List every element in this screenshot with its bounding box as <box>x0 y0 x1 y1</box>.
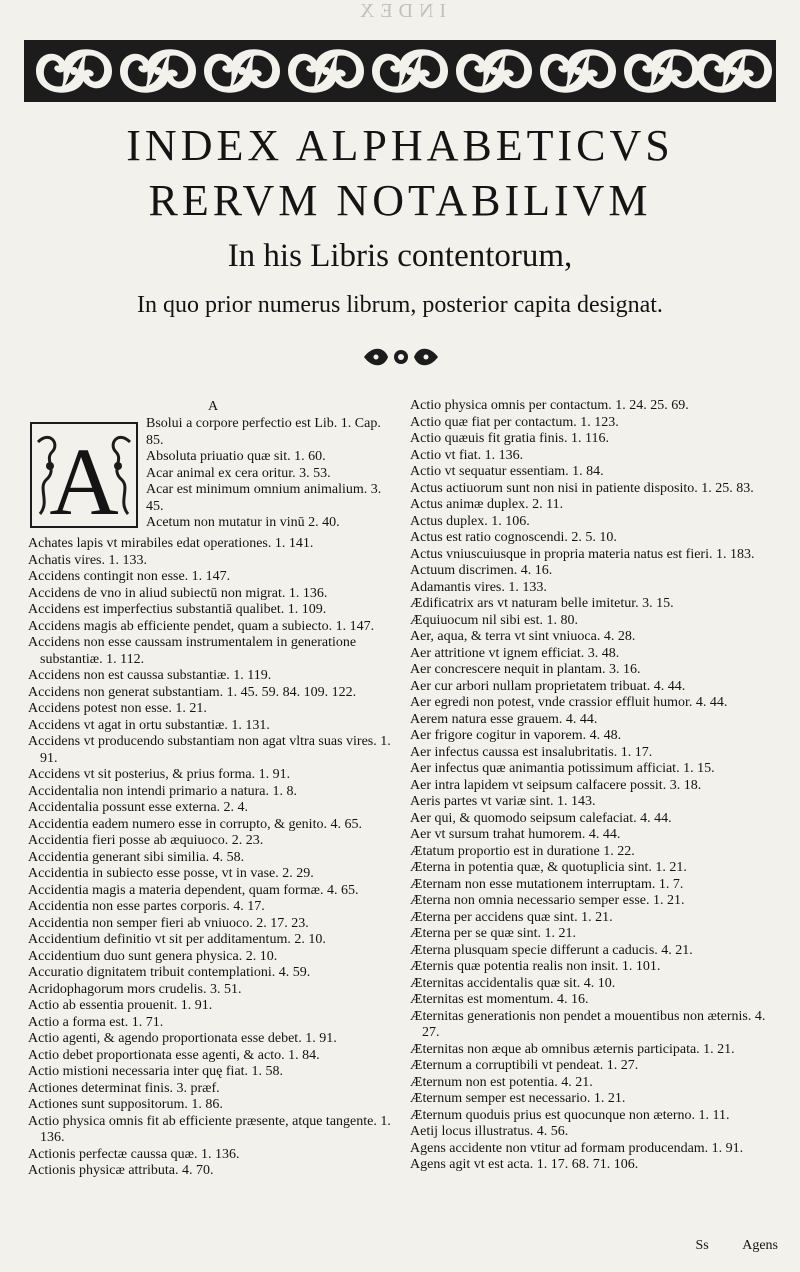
index-entry: Accidentalia possunt esse externa. 2. 4. <box>28 800 249 815</box>
index-entry: Accidens de vno in aliud subiectū non migrat. 1. 136. <box>28 585 328 601</box>
index-entry: Aer qui, & quomodo seipsum calefaciat. 4. 44. <box>410 810 672 826</box>
index-entry: Ætatum proportio est in duratione 1. 22. <box>410 843 635 859</box>
index-entry: Aer concrescere nequit in plantam. 3. 16. <box>410 662 641 677</box>
index-entry: Aer, aqua, & terra vt sint vniuoca. 4. 28. <box>410 629 636 644</box>
index-entry: Accidens non generat substantiam. 1. 45. 59. 84. 109. 122. <box>28 684 357 700</box>
index-entry: Aer vt sursum trahat humorem. 4. 44. <box>410 827 621 842</box>
fleuron-ornament-icon <box>356 344 446 370</box>
index-entry: Æterna per accidens quæ sint. 1. 21. <box>410 909 613 925</box>
index-entry: Aeris partes vt variæ sint. 1. 143. <box>410 794 596 809</box>
index-entry: Actio vt sequatur essentiam. 1. 84. <box>410 464 604 479</box>
index-entry: Accidens contingit non esse. 1. 147. <box>28 569 231 584</box>
index-entry: Æterna in potentia quæ, & quotuplicia sint. 1. 21. <box>410 860 687 875</box>
index-entry: Absoluta priuatio quæ sit. 1. 60. <box>146 449 326 464</box>
index-entry: Actio quæuis fit gratia finis. 1. 116. <box>410 431 609 446</box>
index-entry: Æternum quoduis prius est quocunque non æterno. 1. 11. <box>410 1107 730 1123</box>
dropcap-letter: A <box>49 428 119 528</box>
index-entry: Actus actiuorum sunt non nisi in patiente disposito. 1. 25. 83. <box>410 480 754 496</box>
section-letter: A <box>207 399 219 414</box>
index-entry: Æterna non omnia necessario semper esse. 1. 21. <box>410 893 685 908</box>
index-entry: Adamantis vires. 1. 133. <box>410 579 547 595</box>
index-entry: Accidentalia non intendi primario a natura. 1. 8. <box>28 783 298 799</box>
index-entry: Actio physica omnis fit ab efficiente præsente, atque tangente. 1. 136. <box>28 1113 391 1145</box>
index-entry: Accidentia magis a materia dependent, quam formæ. 4. 65. <box>28 882 359 898</box>
index-entry: Æternis quæ potentia realis non insit. 1. 101. <box>410 959 661 974</box>
index-entry: Aer frigore cogitur in vaporem. 4. 48. <box>410 728 622 743</box>
index-entry: Aer intra lapidem vt seipsum calfacere possit. 3. 18. <box>410 777 702 793</box>
index-entry: Bsolui a corpore perfectio est Lib. 1. Cap. 85. <box>146 416 381 448</box>
index-entry: Actio ab essentia prouenit. 1. 91. <box>28 998 213 1013</box>
index-entry: Accidens magis ab efficiente pendet, quam a subiecto. 1. 147. <box>28 618 375 634</box>
index-title-line-4: In quo prior numerus librum, posterior capita designat. <box>137 292 663 318</box>
index-entry: Æternitas non æque ab omnibus æternis participata. 1. 21. <box>410 1041 735 1057</box>
dropcap-entries <box>146 416 396 532</box>
index-entry: Æternum semper est necessario. 1. 21. <box>410 1091 626 1106</box>
index-entry: Accidentia generant sibi similia. 4. 58. <box>28 849 245 865</box>
index-entry: Acetum non mutatur in vinū 2. 40. <box>146 515 340 530</box>
index-entry: Accidentium definitio vt sit per additamentum. 2. 10. <box>28 932 326 947</box>
show-through-running-head: INDEX <box>353 0 447 22</box>
index-entry: Aer infectus caussa est insalubritatis. 1. 17. <box>410 744 653 760</box>
catchword: Agens <box>742 1238 778 1253</box>
dropcap-block <box>28 416 398 536</box>
index-entry: Actus est ratio cognoscendi. 2. 5. 10. <box>410 530 617 545</box>
index-entry: Æternitas est momentum. 4. 16. <box>410 992 589 1007</box>
index-entry: Accidentia non semper fieri ab vniuoco. 2. 17. 23. <box>28 915 309 931</box>
index-title-line-1: INDEX ALPHABETICVS <box>126 121 674 170</box>
index-entry: Acar est minimum omnium animalium. 3. 45. <box>146 482 382 514</box>
index-column-right <box>410 398 778 1174</box>
index-entry: Actio debet proportionata esse agenti, & acto. 1. 84. <box>28 1047 320 1063</box>
index-entry: Aer attritione vt ignem efficiat. 3. 48. <box>410 645 620 661</box>
index-title-line-3: In his Libris contentorum, <box>227 238 573 274</box>
index-entry: Accidentia in subiecto esse posse, vt in vase. 2. 29. <box>28 866 314 881</box>
index-entry: Agens accidente non vtitur ad formam producendam. 1. 91. <box>410 1140 744 1156</box>
index-column-left <box>28 398 398 1180</box>
index-entry: Achates lapis vt mirabiles edat operationes. 1. 141. <box>28 536 314 551</box>
index-entry: Accuratio dignitatem tribuit contemplationi. 4. 59. <box>28 965 311 980</box>
index-entry: Æquiuocum nil sibi est. 1. 80. <box>410 612 578 628</box>
index-entry: Accidens vt agat in ortu substantiæ. 1. 131. <box>28 717 270 733</box>
index-entry: Actio a forma est. 1. 71. <box>28 1014 164 1030</box>
index-entry: Accidentia fieri posse ab æquiuoco. 2. 23. <box>28 833 264 848</box>
index-entry: Ædificatrix ars vt naturam belle imitetur. 3. 15. <box>410 596 674 611</box>
index-entry: Actio agenti, & agendo proportionata esse debet. 1. 91. <box>28 1031 337 1046</box>
index-entry: Acridophagorum mors crudelis. 3. 51. <box>28 981 242 997</box>
index-entry: Agens agit vt est acta. 1. 17. 68. 71. 106. <box>410 1157 639 1172</box>
index-entry: Accidentia eadem numero esse in corrupto, & genito. 4. 65. <box>28 816 362 832</box>
index-entry: Accidens est imperfectius substantiā qualibet. 1. 109. <box>28 602 327 617</box>
index-title-line-2: RERVM NOTABILIVM <box>148 176 652 225</box>
index-entry: Actionis physicæ attributa. 4. 70. <box>28 1163 214 1178</box>
index-entry: Aetij locus illustratus. 4. 56. <box>410 1124 569 1139</box>
signature-mark: Ss <box>695 1238 709 1253</box>
index-entry: Actus vniuscuiusque in propria materia natus est fieri. 1. 183. <box>410 546 755 562</box>
decorated-initial-a-icon <box>30 422 138 528</box>
index-entry: Actus duplex. 1. 106. <box>410 513 530 529</box>
index-entry: Æterna plusquam specie differunt a caducis. 4. 21. <box>410 942 693 958</box>
index-entry: Æternum a corruptibili vt pendeat. 1. 27. <box>410 1058 639 1073</box>
index-entry: Aer egredi non potest, vnde crassior effluit humor. 4. 44. <box>410 695 728 710</box>
index-entry: Actuum discrimen. 4. 16. <box>410 563 553 578</box>
index-entry: Accidens vt sit posterius, & prius forma. 1. 91. <box>28 767 291 782</box>
decorative-headpiece-ornament <box>24 40 776 102</box>
index-entry: Actio physica omnis per contactum. 1. 24. 25. 69. <box>410 398 689 413</box>
index-entry: Aer infectus quæ animantia potissimum afficiat. 1. 15. <box>410 761 715 776</box>
index-entry: Aer cur arbori nullam proprietatem tribuat. 4. 44. <box>410 678 686 694</box>
index-entry: Accidentium duo sunt genera physica. 2. 10. <box>28 948 278 964</box>
index-entry: Æternitas generationis non pendet a mouentibus non æternis. 4. 27. <box>410 1008 766 1040</box>
index-entry: Actio vt fiat. 1. 136. <box>410 447 524 463</box>
signature-and-catchword <box>578 1238 778 1254</box>
left-entry-list <box>28 536 398 1180</box>
index-entry: Accidens vt producendo substantiam non agat vltra suas vires. 1. 91. <box>28 734 391 766</box>
index-entry: Æternitas accidentalis quæ sit. 4. 10. <box>410 975 616 991</box>
index-entry: Æternum non est potentia. 4. 21. <box>410 1074 593 1090</box>
index-entry: Acar animal ex cera oritur. 3. 53. <box>146 465 331 481</box>
index-entry: Accidens non esse caussam instrumentalem in generatione substantiæ. 1. 112. <box>28 635 357 667</box>
index-entry: Actionis perfectæ caussa quæ. 1. 136. <box>28 1146 240 1162</box>
index-entry: Æternam non esse mutationem interruptam. 1. 7. <box>410 876 684 892</box>
index-entry: Actio mistioni necessaria inter quę fiat. 1. 58. <box>28 1064 284 1079</box>
index-entry: Accidens potest non esse. 1. 21. <box>28 701 207 716</box>
index-entry: Accidentia non esse partes corporis. 4. 17. <box>28 899 265 914</box>
index-entry: Aerem natura esse grauem. 4. 44. <box>410 711 598 727</box>
index-entry: Actio quæ fiat per contactum. 1. 123. <box>410 414 619 430</box>
index-entry: Actiones sunt suppositorum. 1. 86. <box>28 1097 223 1112</box>
index-entry: Accidens non est caussa substantiæ. 1. 119. <box>28 668 272 683</box>
index-entry: Æterna per se quæ sint. 1. 21. <box>410 926 577 941</box>
index-entry: Achatis vires. 1. 133. <box>28 552 147 568</box>
index-entry: Actiones determinat finis. 3. præf. <box>28 1080 220 1096</box>
index-entry: Actus animæ duplex. 2. 11. <box>410 497 564 512</box>
